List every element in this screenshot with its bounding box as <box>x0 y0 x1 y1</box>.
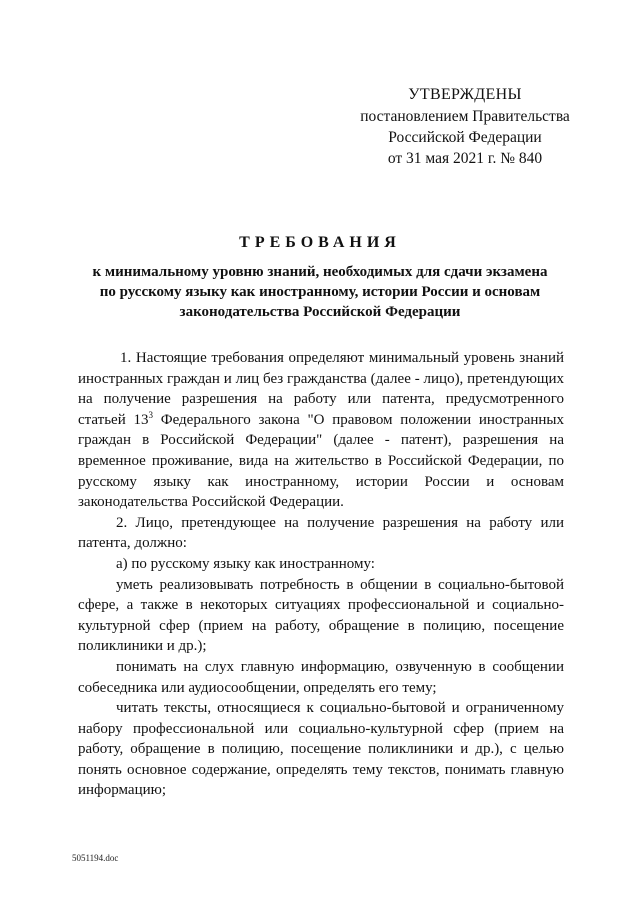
paragraph-1-text: 1. Настоящие требования определяют минимальный уровень знаний иностранных граждан и лиц без гражданства (далее - лицо), претендующих на получение разрешения на работу или патента, предусмотренного статьей 13 <box>78 350 564 428</box>
approval-line-3: от 31 мая 2021 г. № 840 <box>387 150 543 167</box>
approval-line-2: Российской Федерации <box>388 129 542 146</box>
subtitle-line-2: по русскому языку как иностранному, истории России и основам <box>99 284 541 300</box>
paragraph-4: уметь реализовывать потребность в общении в социально-бытовой сфере, а также в некоторых ситуациях профессиональной и социально-культурной сфер (прием на работу, обращение в полицию, посещение поликлиники и др.); <box>78 576 564 655</box>
document-subtitle <box>60 262 580 322</box>
file-footer: 5051194.doc <box>72 853 119 863</box>
approval-block <box>320 84 610 169</box>
article-superscript: 3 <box>148 409 153 420</box>
document-title: ТРЕБОВАНИЯ <box>239 234 401 251</box>
paragraph-5: понимать на слух главную информацию, озвученную в сообщении собеседника или аудиосообщении, определять его тему; <box>78 658 564 696</box>
subtitle-line-1: к минимальному уровню знаний, необходимых для сдачи экзамена <box>92 264 548 280</box>
paragraph-1 <box>78 348 564 513</box>
paragraph-6: читать тексты, относящиеся к социально-бытовой и ограниченному набору профессиональной или социально-культурной сфер (прием на работу, обращение в полицию, посещение поликлиники и др.), с целью понять основное содержание, определять тему текстов, понимать главную информацию; <box>78 700 564 799</box>
paragraph-1-text-cont: Федерального закона "О правовом положении иностранных граждан в Российской Федерации" (далее - патент), разрешения на временное проживание, вида на жительство в Российской Федерации, по русскому языку как иностранному, истории России и основам законодательства Российской Федерации. <box>78 411 564 511</box>
approval-stamp: УТВЕРЖДЕНЫ <box>408 86 522 103</box>
approval-line-1: постановлением Правительства <box>360 108 570 125</box>
subtitle-line-3: законодательства Российской Федерации <box>179 304 461 320</box>
paragraph-2: 2. Лицо, претендующее на получение разрешения на работу или патента, должно: <box>78 514 564 552</box>
document-body <box>78 348 564 801</box>
paragraph-3: а) по русскому языку как иностранному: <box>116 555 375 572</box>
